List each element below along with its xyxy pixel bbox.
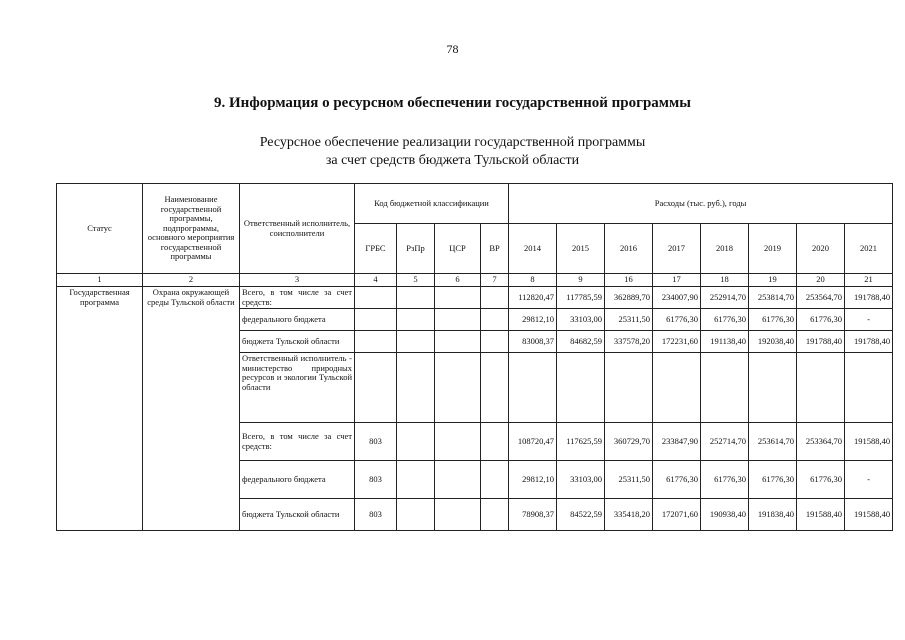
column-number: 1: [57, 274, 143, 287]
code-rzpr-cell: [397, 423, 435, 461]
value-2014-cell: 108720,47: [509, 423, 557, 461]
value-2021-cell: 191788,40: [845, 331, 893, 353]
value-2019-cell: [749, 353, 797, 423]
value-2016-cell: [605, 353, 653, 423]
page-number: 78: [446, 42, 459, 56]
code-rzpr-cell: [397, 287, 435, 309]
code-csr-cell: [435, 331, 481, 353]
header-year-2019: 2019: [749, 224, 797, 274]
code-grbs-cell: [355, 309, 397, 331]
column-number: 5: [397, 274, 435, 287]
header-name: Наименование государственной программы, подпрограммы, основного мероприятия государственной программы: [143, 184, 240, 274]
resource-table: [56, 183, 893, 531]
value-2021-cell: -: [845, 461, 893, 499]
value-2014-cell: 112820,47: [509, 287, 557, 309]
code-grbs-cell: 803: [355, 423, 397, 461]
column-number: 3: [240, 274, 355, 287]
code-vr-cell: [481, 423, 509, 461]
code-grbs-cell: 803: [355, 461, 397, 499]
value-2018-cell: 252714,70: [701, 423, 749, 461]
value-2014-cell: 83008,37: [509, 331, 557, 353]
column-number: 21: [845, 274, 893, 287]
value-2018-cell: 252914,70: [701, 287, 749, 309]
section-title: 9. Информация о ресурсном обеспечении государственной программы: [214, 95, 691, 111]
executor-cell: Всего, в том числе за счет средств:: [240, 287, 355, 309]
value-2019-cell: 61776,30: [749, 461, 797, 499]
value-2021-cell: 191588,40: [845, 423, 893, 461]
header-executor: Ответственный исполнитель, соисполнители: [240, 184, 355, 274]
executor-cell: Всего, в том числе за счет средств:: [240, 423, 355, 461]
header-year-2020: 2020: [797, 224, 845, 274]
code-csr-cell: [435, 423, 481, 461]
code-grbs-cell: [355, 331, 397, 353]
code-grbs-cell: [355, 353, 397, 423]
column-number: 20: [797, 274, 845, 287]
value-2020-cell: 191788,40: [797, 331, 845, 353]
value-2017-cell: 233847,90: [653, 423, 701, 461]
value-2019-cell: 253614,70: [749, 423, 797, 461]
column-number: 8: [509, 274, 557, 287]
value-2017-cell: 234007,90: [653, 287, 701, 309]
code-rzpr-cell: [397, 309, 435, 331]
executor-cell: бюджета Тульской области: [240, 331, 355, 353]
value-2015-cell: 33103,00: [557, 461, 605, 499]
value-2014-cell: 29812,10: [509, 461, 557, 499]
subtitle: [0, 134, 905, 170]
code-rzpr-cell: [397, 353, 435, 423]
code-vr-cell: [481, 499, 509, 531]
column-number: 18: [701, 274, 749, 287]
value-2019-cell: 191838,40: [749, 499, 797, 531]
header-year-2014: 2014: [509, 224, 557, 274]
code-vr-cell: [481, 287, 509, 309]
code-csr-cell: [435, 353, 481, 423]
header-year-2015: 2015: [557, 224, 605, 274]
value-2017-cell: 172071,60: [653, 499, 701, 531]
value-2021-cell: [845, 353, 893, 423]
code-csr-cell: [435, 499, 481, 531]
value-2017-cell: 172231,60: [653, 331, 701, 353]
value-2020-cell: 253364,70: [797, 423, 845, 461]
value-2018-cell: 191138,40: [701, 331, 749, 353]
column-number: 2: [143, 274, 240, 287]
value-2014-cell: 29812,10: [509, 309, 557, 331]
value-2015-cell: 33103,00: [557, 309, 605, 331]
code-csr-cell: [435, 287, 481, 309]
status-cell: Государственная программа: [57, 287, 143, 531]
header-year-2021: 2021: [845, 224, 893, 274]
value-2017-cell: 61776,30: [653, 309, 701, 331]
value-2017-cell: [653, 353, 701, 423]
table-row: [57, 287, 893, 309]
value-2017-cell: 61776,30: [653, 461, 701, 499]
header-status: Статус: [57, 184, 143, 274]
executor-cell: федерального бюджета: [240, 309, 355, 331]
column-number: 19: [749, 274, 797, 287]
value-2016-cell: 25311,50: [605, 309, 653, 331]
value-2020-cell: 61776,30: [797, 309, 845, 331]
header-csr: ЦСР: [435, 224, 481, 274]
value-2018-cell: 61776,30: [701, 309, 749, 331]
executor-cell: бюджета Тульской области: [240, 499, 355, 531]
value-2018-cell: 190938,40: [701, 499, 749, 531]
subtitle-line-1: Ресурсное обеспечение реализации государственной программы: [259, 135, 646, 150]
column-number-row: [57, 274, 893, 287]
code-grbs-cell: [355, 287, 397, 309]
column-number: 6: [435, 274, 481, 287]
value-2016-cell: 337578,20: [605, 331, 653, 353]
header-year-2017: 2017: [653, 224, 701, 274]
code-rzpr-cell: [397, 461, 435, 499]
column-number: 17: [653, 274, 701, 287]
column-number: 16: [605, 274, 653, 287]
header-year-2016: 2016: [605, 224, 653, 274]
value-2019-cell: 192038,40: [749, 331, 797, 353]
code-vr-cell: [481, 331, 509, 353]
code-vr-cell: [481, 309, 509, 331]
column-number: 7: [481, 274, 509, 287]
header-expenses: Расходы (тыс. руб.), годы: [509, 184, 893, 224]
value-2019-cell: 253814,70: [749, 287, 797, 309]
value-2014-cell: 78908,37: [509, 499, 557, 531]
executor-cell: Ответственный исполнитель - министерство природных ресурсов и экологии Тульской области: [240, 353, 355, 423]
value-2020-cell: 253564,70: [797, 287, 845, 309]
code-vr-cell: [481, 461, 509, 499]
value-2015-cell: 117625,59: [557, 423, 605, 461]
code-rzpr-cell: [397, 499, 435, 531]
value-2020-cell: 191588,40: [797, 499, 845, 531]
value-2015-cell: 117785,59: [557, 287, 605, 309]
value-2016-cell: 25311,50: [605, 461, 653, 499]
value-2018-cell: [701, 353, 749, 423]
subtitle-line-2: за счет средств бюджета Тульской области: [325, 153, 580, 168]
header-rzpr: РзПр: [397, 224, 435, 274]
value-2020-cell: 61776,30: [797, 461, 845, 499]
code-grbs-cell: 803: [355, 499, 397, 531]
code-rzpr-cell: [397, 331, 435, 353]
value-2016-cell: 362889,70: [605, 287, 653, 309]
code-csr-cell: [435, 309, 481, 331]
value-2016-cell: 360729,70: [605, 423, 653, 461]
value-2015-cell: 84682,59: [557, 331, 605, 353]
executor-cell: федерального бюджета: [240, 461, 355, 499]
value-2015-cell: [557, 353, 605, 423]
value-2021-cell: 191788,40: [845, 287, 893, 309]
column-number: 4: [355, 274, 397, 287]
value-2014-cell: [509, 353, 557, 423]
value-2015-cell: 84522,59: [557, 499, 605, 531]
header-vr: ВР: [481, 224, 509, 274]
value-2021-cell: 191588,40: [845, 499, 893, 531]
header-grbs: ГРБС: [355, 224, 397, 274]
program-name-cell: Охрана окружающей среды Тульской области: [143, 287, 240, 531]
value-2019-cell: 61776,30: [749, 309, 797, 331]
code-vr-cell: [481, 353, 509, 423]
value-2021-cell: -: [845, 309, 893, 331]
header-budget-code: Код бюджетной классификации: [355, 184, 509, 224]
value-2020-cell: [797, 353, 845, 423]
column-number: 9: [557, 274, 605, 287]
header-year-2018: 2018: [701, 224, 749, 274]
value-2016-cell: 335418,20: [605, 499, 653, 531]
code-csr-cell: [435, 461, 481, 499]
value-2018-cell: 61776,30: [701, 461, 749, 499]
